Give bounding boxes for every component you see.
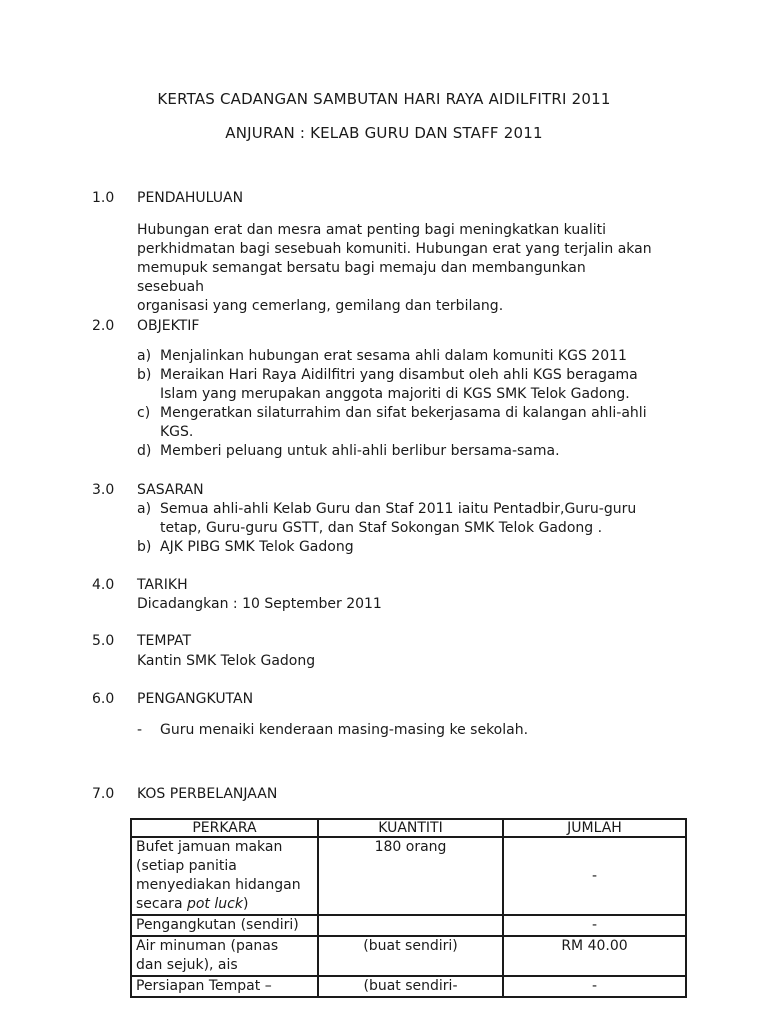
table-row: [131, 837, 686, 915]
section-heading: PENGANGKUTAN: [137, 691, 254, 707]
table-row: [131, 976, 686, 997]
table-row: [131, 915, 686, 936]
cell-jumlah: -: [503, 915, 686, 936]
target-list: [137, 500, 657, 557]
paragraph-line: Hubungan erat dan mesra amat penting bagi meningkatkan kualiti: [137, 222, 606, 238]
section-number: 7.0: [92, 786, 115, 802]
list-item-line: Mengeratkan silaturrahim dan sifat bekerjasama di kalangan ahli-ahli: [160, 405, 647, 421]
cost-table: [130, 818, 687, 998]
list-marker: b): [137, 539, 152, 555]
date-text: Dicadangkan : 10 September 2011: [137, 596, 382, 612]
section-paragraph: [137, 221, 657, 316]
list-marker: -: [137, 722, 143, 738]
cell-perkara: [131, 976, 318, 997]
document-subtitle: ANJURAN : KELAB GURU DAN STAFF 2011: [225, 124, 543, 142]
list-item: [137, 442, 657, 461]
cell-jumlah: -: [503, 837, 686, 915]
cell-kuantiti: (buat sendiri-: [318, 976, 503, 997]
list-item: [137, 404, 657, 442]
section-heading: PENDAHULUAN: [137, 190, 244, 206]
section-heading: TEMPAT: [137, 633, 192, 649]
table-row: [131, 936, 686, 976]
list-item: [137, 721, 657, 740]
cell-perkara: [131, 837, 318, 915]
cell-text: ): [242, 896, 249, 912]
paragraph-line: perkhidmatan bagi sesebuah komuniti. Hubungan erat yang terjalin akan: [137, 241, 652, 257]
cell-line: [136, 895, 313, 914]
paragraph-line: memupuk semangat bersatu bagi memaju dan membangunkan sesebuah: [137, 260, 586, 295]
list-item-line: tetap, Guru-guru GSTT, dan Staf Sokongan SMK Telok Gadong .: [160, 520, 603, 536]
objective-list: [137, 347, 657, 461]
list-marker: c): [137, 405, 151, 421]
table-header-row: [131, 819, 686, 837]
section-number: 3.0: [92, 482, 115, 498]
cell-perkara: [131, 915, 318, 936]
cell-kuantiti: 180 orang: [318, 837, 503, 915]
column-header-kuantiti: KUANTITI: [318, 819, 503, 837]
cell-line: Bufet jamuan makan: [136, 839, 283, 855]
transport-list: [137, 721, 657, 740]
section-heading: OBJEKTIF: [137, 318, 200, 334]
list-item: [137, 500, 657, 538]
cell-jumlah: RM 40.00: [503, 936, 686, 976]
section-number: 6.0: [92, 691, 115, 707]
list-marker: b): [137, 367, 152, 383]
list-item: [137, 347, 657, 366]
cell-line: dan sejuk), ais: [136, 957, 238, 973]
section-number: 1.0: [92, 190, 115, 206]
list-item-line: Menjalinkan hubungan erat sesama ahli dalam komuniti KGS 2011: [160, 348, 627, 364]
section-heading: KOS PERBELANJAAN: [137, 786, 278, 802]
paragraph-line: organisasi yang cemerlang, gemilang dan terbilang.: [137, 298, 504, 314]
list-item-line: Memberi peluang untuk ahli-ahli berlibur bersama-sama.: [160, 443, 560, 459]
list-item-line: Guru menaiki kenderaan masing-masing ke sekolah.: [160, 722, 529, 738]
column-header-jumlah: JUMLAH: [503, 819, 686, 837]
cell-line: (setiap panitia: [136, 858, 237, 874]
cell-perkara: [131, 936, 318, 976]
list-item-line: Islam yang merupakan anggota majoriti di KGS SMK Telok Gadong.: [160, 386, 630, 402]
list-item-line: Meraikan Hari Raya Aidilfitri yang disambut oleh ahli KGS beragama: [160, 367, 638, 383]
cell-kuantiti: [318, 915, 503, 936]
cell-line: menyediakan hidangan: [136, 877, 301, 893]
section-number: 2.0: [92, 318, 115, 334]
cell-kuantiti: (buat sendiri): [318, 936, 503, 976]
column-header-perkara: PERKARA: [131, 819, 318, 837]
section-number: 4.0: [92, 577, 115, 593]
cell-line: Pengangkutan (sendiri): [136, 917, 299, 933]
list-marker: a): [137, 348, 152, 364]
list-marker: a): [137, 501, 152, 517]
list-item-line: Semua ahli-ahli Kelab Guru dan Staf 2011 iaitu Pentadbir,Guru-guru: [160, 501, 637, 517]
cell-jumlah: -: [503, 976, 686, 997]
section-number: 5.0: [92, 633, 115, 649]
cell-line: Air minuman (panas: [136, 938, 279, 954]
venue-text: Kantin SMK Telok Gadong: [137, 653, 316, 669]
section-heading: SASARAN: [137, 482, 204, 498]
cell-line: Persiapan Tempat –: [136, 978, 272, 994]
document-title: KERTAS CADANGAN SAMBUTAN HARI RAYA AIDILFITRI 2011: [157, 90, 611, 108]
cell-text: secara: [136, 896, 187, 912]
list-item: [137, 538, 657, 557]
list-item-line: KGS.: [160, 424, 194, 440]
list-item: [137, 366, 657, 404]
cell-italic-text: pot luck: [186, 896, 243, 912]
list-marker: d): [137, 443, 152, 459]
section-heading: TARIKH: [137, 577, 188, 593]
list-item-line: AJK PIBG SMK Telok Gadong: [160, 539, 354, 555]
